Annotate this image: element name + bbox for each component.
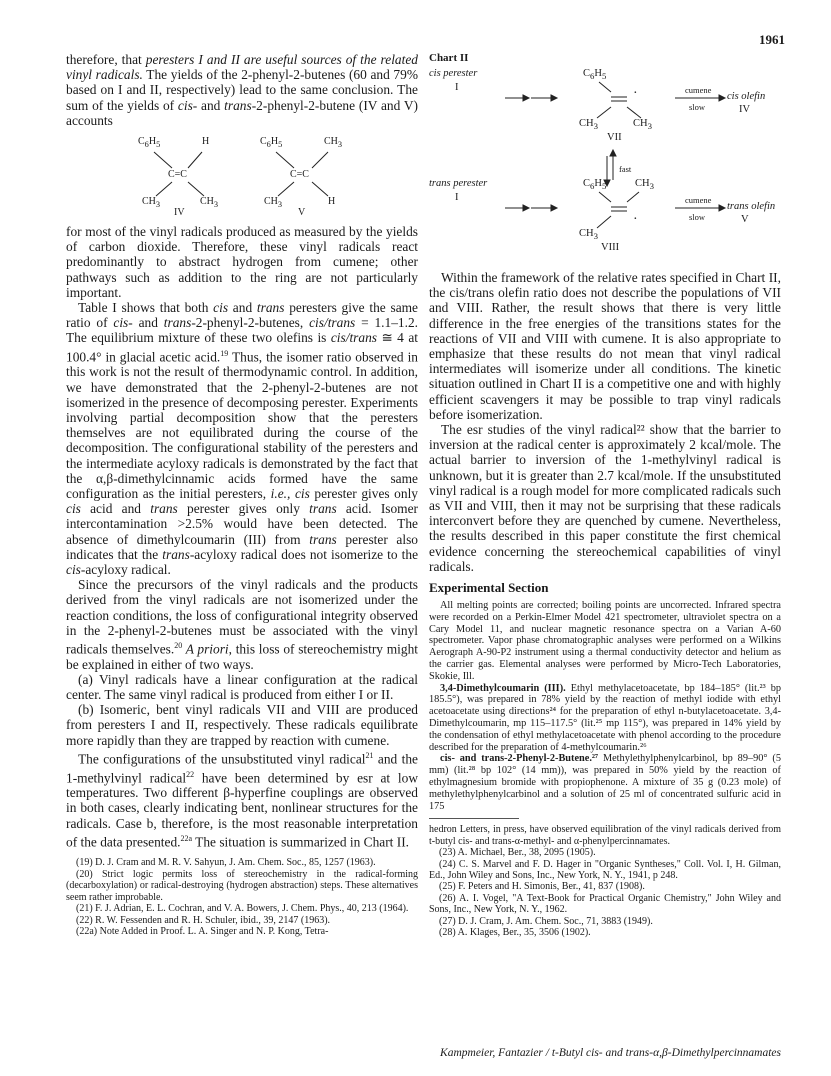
v-c6h5: $C_6H_5$ — [260, 136, 283, 150]
iv-label: IV — [174, 207, 185, 219]
cis-perester-label: cis perester — [429, 68, 478, 79]
left-column — [66, 52, 418, 937]
iv-ch3-left: $CH_3$ — [142, 196, 161, 210]
vii-ch3-right: $CH_3$ — [633, 118, 652, 132]
paragraph-precursors: Since the precursors of the vinyl radicals and the products derived from the vinyl radicals are not isomerized under the reaction conditions, the loss of configurational integrity observed in the 2-phenyl-2-butenes must be associated with the vinyl radicals themselves.$^{20}$ A priori, this loss of stereochemistry might be explained in either of two ways. — [66, 577, 418, 672]
page-number: 1961 — [759, 32, 785, 47]
footnote: (24) C. S. Marvel and F. D. Hager in "Organic Syntheses," Coll. Vol. I, H. Gilman, Ed., John Wiley and Sons, Inc., New York, N. Y., 1941, p 248. — [429, 858, 781, 882]
viii-c6h5: $C_6H_5$ — [583, 178, 607, 192]
viii-ch3-bottom: $CH_3$ — [579, 228, 598, 242]
v-ch3-bottom: $CH_3$ — [264, 196, 283, 210]
experimental-section — [429, 600, 781, 812]
v-h: H — [328, 196, 336, 208]
cumene-label-bottom: cumene — [685, 195, 712, 205]
footnote: (27) D. J. Cram, J. Am. Chem. Soc., 71, 3883 (1949). — [439, 915, 653, 927]
footnote: (25) F. Peters and H. Simonis, Ber., 41, 837 (1908). — [439, 881, 645, 893]
footnote-divider — [429, 818, 519, 819]
experimental-paragraph-butene: cis- and trans-2-Phenyl-2-Butene.²⁷ Methylethylphenylcarbinol, bp 89–90° (5 mm) (lit.²⁸ bp 102° (14 mm)), was prepared in 50% yield by the reaction of ethylmagnesium bromide with propiophenone. A mixture of 35 g (0.23 mole) of methylethylphenylcarbinol and a solution of 25 ml of concentrated sulfuric acid in 175 — [429, 753, 781, 812]
iv-ch3-right: $CH_3$ — [200, 196, 219, 210]
experimental-paragraph-coumarin: 3,4-Dimethylcoumarin (III). Ethyl methylacetoacetate, bp 184–185° (lit.²³ bp 185.5°), was prepared in 78% yield by the reaction of methyl iodide with ethyl acetoacetate using directions²⁴ for the preparation of ethyl n-butylacetoacetate. 3,4-Dimethylcoumarin, mp 115–117.5° (lit.²⁵ mp 115°), was prepared in 14% yield by the condensation of ethyl methylacetoacetate with phenol according to the procedure described for the preparation of 4-methylcoumarin.²⁶ — [429, 682, 781, 753]
slow-label-bottom: slow — [689, 212, 706, 222]
footnote: (23) A. Michael, Ber., 38, 2095 (1905). — [439, 847, 596, 859]
v-cc: C=C — [290, 169, 309, 181]
paragraph-opening: therefore, that peresters I and II are useful sources of the related vinyl radicals. The yields of the 2-phenyl-2-butenes (60 and 79% based on I and II, respectively) lead to the same conclusion. The sum of the yields of cis- and trans-2-phenyl-2-butene (IV and V) accounts — [66, 52, 418, 128]
footnote-continued: hedron Letters, in press, have observed equilibration of the vinyl radicals derived from t-butyl cis- and trans-α-methyl- and α-phenylpercinnamates. — [429, 824, 781, 847]
vii-radical-dot: · — [633, 86, 638, 101]
v-ch3-top: $CH_3$ — [324, 136, 343, 150]
paragraph-table-i: Table I shows that both cis and trans peresters give the same ratio of cis- and trans-2-phenyl-2-butenes, cis/trans = 1.1–1.2. The equilibrium mixture of these two olefins is cis/trans ≅ 4 at 100.4° in glacial acetic acid.$^{19}$ Thus, the isomer ratio observed in this work is not the result of thermodynamic control. In addition, we have demonstrated that the 2-phenyl-2-butenes are not isomerized in the presence of decomposing perester. Experiments involving partial decomposition show that the peresters themselves are not equilibrated during the course of the decomposition. The configurational stability of the peresters and the intermediate acyloxy radicals is demonstrated by the fact that the α,β-dimethylcinnamic acids formed have the same configuration as the initial peresters, i.e., cis perester gives only cis acid and trans perester gives only trans acid. Isomer intercontamination >2.5% would have been detected. The absence of dimethylcoumarin (III) from trans perester also indicates that the trans-acyloxy radical does not isomerize to the cis-acyloxy radical. — [66, 300, 419, 577]
iv-cc: C=C — [168, 169, 187, 181]
experimental-paragraph-general: All melting points are corrected; boiling points are uncorrected. Infrared spectra were recorded on a Perkin-Elmer Model 421 spectrometer, ultraviolet spectra on a Cary Model 11, and nuclear magnetic resonance spectra on a Varian A-60 spectrometer. Vapor phase chromatographic analyses were performed on a Wilkins Aerograph A-90-P2 instrument using a thermal conductivity detector and helium as the carrier gas. Elemental analyses were performed by Micro-Tech Laboratories, Skokie, Ill. — [429, 600, 781, 682]
paragraph-case-b: (b) Isomeric, bent vinyl radicals VII and VIII are produced from peresters I and II, respectively. These radicals equilibrate more rapidly than they are trapped by reaction with cumene. — [66, 702, 418, 748]
paragraph-vinyl-yields: for most of the vinyl radicals produced as measured by the yields of carbon dioxide. Therefore, these vinyl radicals react predominantly to abstract hydrogen from cumene; other pathways such as addition to the ring are not particularly important. — [66, 224, 418, 300]
paragraph-configurations: The configurations of the unsubstituted vinyl radical$^{21}$ and the 1-methylvinyl radical$^{22}$ have been determined by esr at low temperatures. Two different β-hyperfine couplings are observed in both cases, clearly indicating bent, nonlinear structures for the radicals. Case b, therefore, is the most reasonable interpretation of the data presented.$^{22a}$ The situation is summarized in Chart II. — [66, 750, 419, 850]
trans-olefin-label: trans olefin — [727, 201, 776, 212]
chart-title: Chart II — [429, 52, 469, 64]
footnote: (21) F. J. Adrian, E. L. Cochran, and V. A. Bowers, J. Chem. Phys., 40, 213 (1964). — [76, 903, 409, 915]
chart-ii-scheme — [429, 52, 781, 270]
v-label: V — [298, 207, 306, 219]
running-footer: Kampmeier, Fantazier / t-Butyl cis- and trans-α,β-Dimethylpercinnamates — [440, 1047, 781, 1059]
structures-iv-v — [66, 134, 418, 220]
trans-perester-num: I — [455, 192, 459, 203]
v-product-label: V — [741, 214, 749, 225]
footnote: (22a) Note Added in Proof. L. A. Singer and N. P. Kong, Tetra- — [76, 925, 329, 937]
iv-c6h5: $C_6H_5$ — [138, 136, 161, 150]
footnote: (28) A. Klages, Ber., 35, 3506 (1902). — [439, 927, 591, 939]
structure-bonds — [66, 134, 418, 220]
viii-radical-dot: · — [633, 212, 638, 227]
iv-product-label: IV — [739, 104, 751, 115]
paragraph-case-a: (a) Vinyl radicals have a linear configuration at the radical center. The same vinyl radical is produced from either I or II. — [66, 671, 418, 703]
fast-label: fast — [619, 164, 632, 174]
paragraph-framework: Within the framework of the relative rates specified in Chart II, the cis/trans olefin ratio does not describe the populations of VII and VIII. Rather, the result shows that there is very little difference in the free energies of the transitions states for the reactions of VII and VIII with cumene. It is also appropriate to emphasize that these results do not mean that vinyl radical intermediates will isomerize under all conditions. The kinetic situation outlined in Chart II is a competitive one and with highly efficient scavengers it may be possible to trap vinyl radicals before isomerization. — [429, 270, 781, 422]
footnote: (19) D. J. Cram and M. R. V. Sahyun, J. Am. Chem. Soc., 85, 1257 (1963). — [76, 857, 376, 869]
viii-ch3-top: $CH_3$ — [635, 178, 654, 192]
cis-perester-num: I — [455, 82, 459, 93]
iv-h: H — [202, 136, 210, 148]
footnote: (22) R. W. Fessenden and R. H. Schuler, ibid., 39, 2147 (1963). — [76, 914, 331, 926]
cis-olefin-label: cis olefin — [727, 91, 766, 102]
cumene-label-top: cumene — [685, 85, 712, 95]
vii-label: VII — [607, 132, 622, 143]
paragraph-esr: The esr studies of the vinyl radical²² show that the barrier to inversion at the radical center is approximately 2 kcal/mole. The actual barrier to inversion of the 1-methylvinyl radical is unknown, but it is greater than 2.7 kcal/mole. If the unsubstituted vinyl radical is a rough model for more complicated radicals such as VII and VIII, then it may not be surprising that these radicals interconvert before they are quenched by cumene. Nevertheless, the results described in this paper constitute the first chemical evidence concerning the stereochemical capabilities of vinyl radicals. — [429, 422, 781, 574]
right-column — [429, 52, 781, 938]
slow-label-top: slow — [689, 102, 706, 112]
footnote: (26) A. I. Vogel, "A Text-Book for Practical Organic Chemistry," John Wiley and Sons, Inc., New York, N. Y., 1962. — [429, 892, 781, 916]
vii-ch3-left: $CH_3$ — [579, 118, 598, 132]
viii-label: VIII — [601, 242, 620, 253]
footnote: (20) Strict logic permits loss of stereochemistry in the radical-forming (decarboxylation) or radical-destroying (hydrogen abstraction) steps. These alternatives seem rather improbable. — [66, 868, 418, 903]
experimental-heading: Experimental Section — [429, 580, 549, 596]
trans-perester-label: trans perester — [429, 178, 488, 189]
footnotes-left — [66, 857, 418, 937]
vii-c6h5: $C_6H_5$ — [583, 68, 607, 82]
footnotes-right — [429, 824, 781, 938]
scheme-lines — [429, 52, 781, 270]
